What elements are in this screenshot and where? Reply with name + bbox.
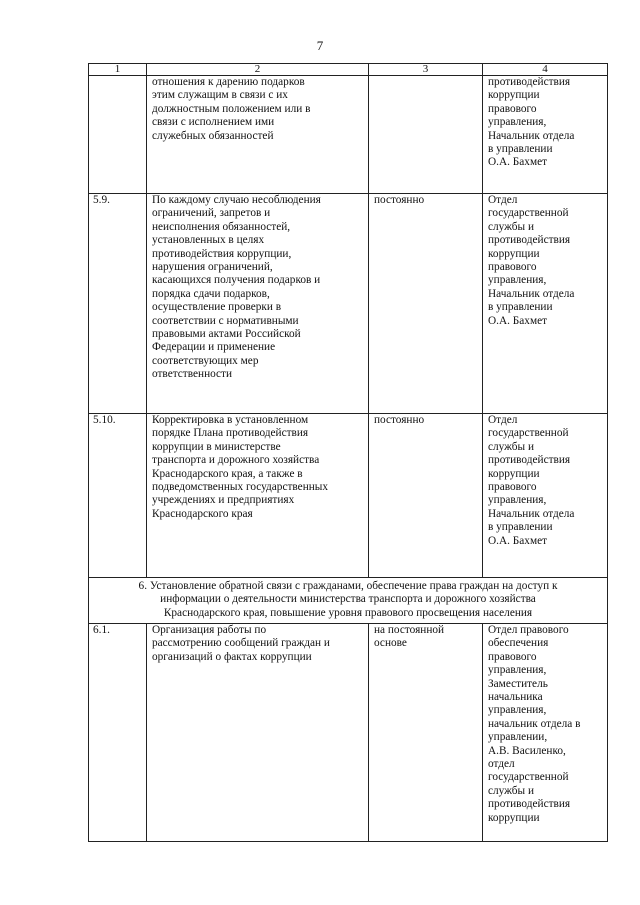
item-number: 5.9. xyxy=(89,194,147,414)
section-heading-cell xyxy=(89,578,608,624)
term-cell xyxy=(369,624,483,842)
action-plan-table xyxy=(88,63,608,842)
table-row-5-10 xyxy=(89,414,608,578)
action-text: Организация работы по рассмотрению сообщений граждан и организаций о фактах коррупции xyxy=(152,624,330,663)
column-number-2: 2 xyxy=(147,64,369,76)
responsible-text: Отдел государственной службы и противодействия коррупции правового управления, Начальник отдела в управлении О.А. Бахмет xyxy=(488,414,575,547)
term-cell xyxy=(369,194,483,414)
responsible-text: Отдел правового обеспечения правового управления, Заместитель начальника управления, начальник отдела в управлении, А.В. Василенко, отдел государственной службы и противодействия коррупции xyxy=(488,624,581,824)
action-cell xyxy=(147,76,369,194)
column-number-4: 4 xyxy=(483,64,608,76)
term-text: постоянно xyxy=(374,194,425,206)
section-heading-row xyxy=(89,578,608,624)
action-cell xyxy=(147,194,369,414)
item-number: 6.1. xyxy=(89,624,147,842)
column-number-1: 1 xyxy=(89,64,147,76)
section-heading-text: 6. Установление обратной связи с гражданами, обеспечение права граждан на доступ к информации о деятельности министерства транспорта и дорожного хозяйства Краснодарского края, повышение уровня правового просвещения населения xyxy=(138,580,558,619)
item-number xyxy=(89,76,147,194)
responsible-cell xyxy=(483,194,608,414)
action-cell xyxy=(147,624,369,842)
action-text: По каждому случаю несоблюдения ограничений, запретов и неисполнения обязанностей, установленных в целях противодействия коррупции, нарушения ограничений, касающихся получения подарков и порядка сдачи подарков, осуществление проверки в соответствии с нормативными правовыми актами Российской Федерации и применение соответствующих мер ответственности xyxy=(152,194,321,381)
term-text: на постоянной основе xyxy=(374,624,445,650)
table-row-6-1 xyxy=(89,624,608,842)
responsible-cell xyxy=(483,624,608,842)
column-number-row xyxy=(89,64,608,76)
responsible-text: противодействия коррупции правового управления, Начальник отдела в управлении О.А. Бахмет xyxy=(488,76,575,169)
page-number: 7 xyxy=(316,38,324,53)
responsible-text: Отдел государственной службы и противодействия коррупции правового управления, Начальник отдела в управлении О.А. Бахмет xyxy=(488,194,575,327)
action-text: отношения к дарению подарков этим служащим в связи с их должностным положением или в связи с исполнением ими служебных обязанностей xyxy=(152,76,311,142)
action-text: Корректировка в установленном порядке Плана противодействия коррупции в министерстве транспорта и дорожного хозяйства Краснодарского края, а также в подведомственных государственных учреждениях и предприятиях Краснодарского края xyxy=(152,414,329,520)
column-number-3: 3 xyxy=(369,64,483,76)
term-cell xyxy=(369,414,483,578)
responsible-cell xyxy=(483,414,608,578)
item-number: 5.10. xyxy=(89,414,147,578)
table-row-continuation xyxy=(89,76,608,194)
term-text: постоянно xyxy=(374,414,425,426)
table-row-5-9 xyxy=(89,194,608,414)
term-cell xyxy=(369,76,483,194)
action-cell xyxy=(147,414,369,578)
responsible-cell xyxy=(483,76,608,194)
